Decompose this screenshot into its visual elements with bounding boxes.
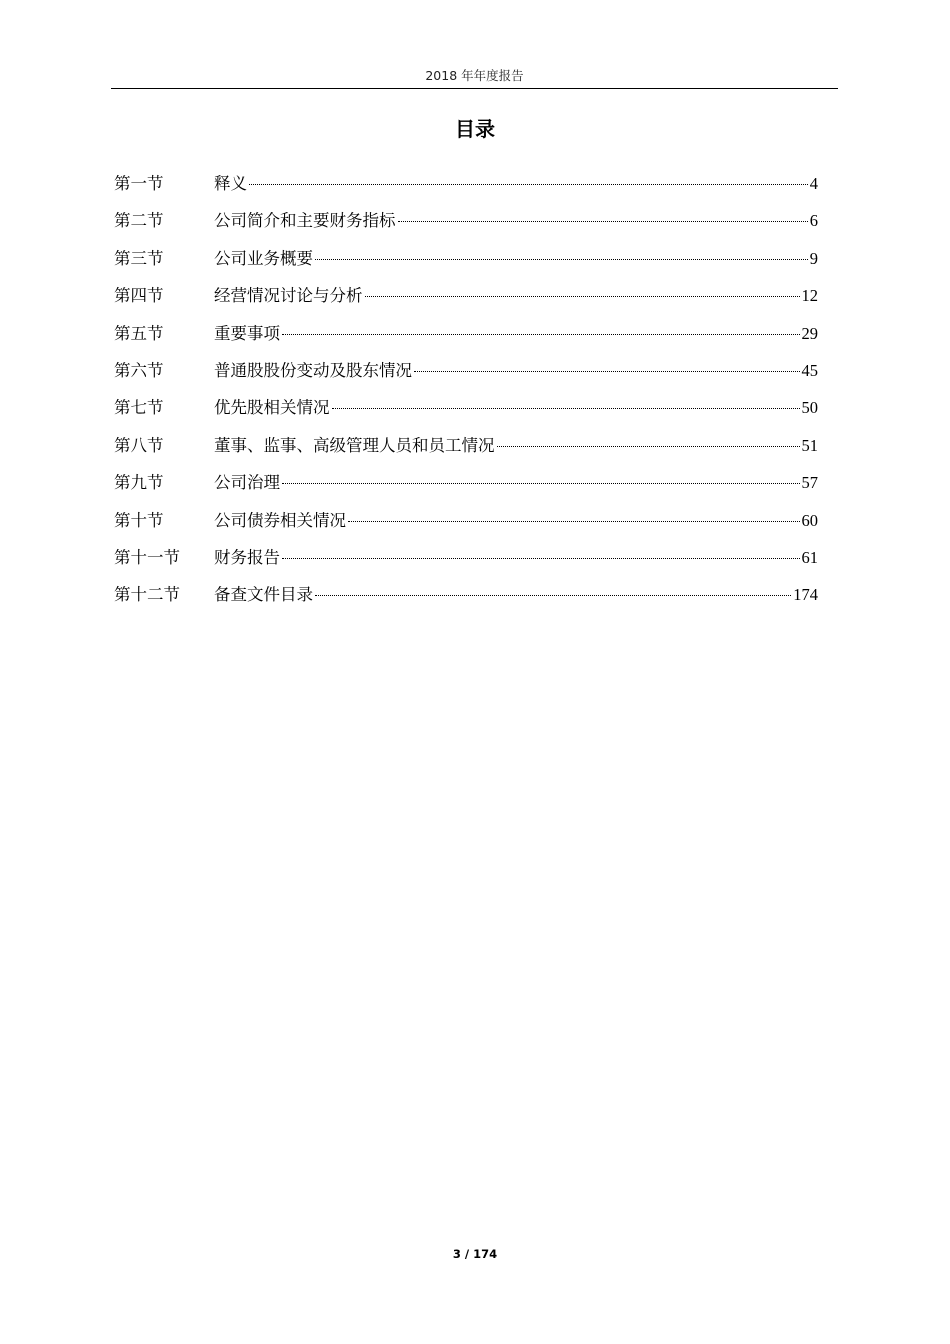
toc-section-title: 普通股股份变动及股东情况 xyxy=(214,360,412,380)
toc-entry[interactable] xyxy=(114,243,818,280)
page-number: 3 / 174 xyxy=(452,1247,498,1261)
dot-leader xyxy=(315,595,791,596)
toc-section-title: 备查文件目录 xyxy=(214,585,313,605)
toc-entry[interactable] xyxy=(114,168,818,205)
toc-page-number: 174 xyxy=(793,585,818,605)
dot-leader xyxy=(398,221,808,222)
toc-entry[interactable] xyxy=(114,579,818,616)
toc-page-number: 12 xyxy=(801,286,818,306)
toc-section-title: 经营情况讨论与分析 xyxy=(214,286,363,306)
toc-page-number: 57 xyxy=(801,473,818,493)
dot-leader xyxy=(414,371,800,372)
toc-entry[interactable] xyxy=(114,467,818,504)
dot-leader xyxy=(348,521,800,522)
toc-section-title: 重要事项 xyxy=(214,323,280,343)
toc-entry[interactable] xyxy=(114,505,818,542)
toc-entry[interactable] xyxy=(114,205,818,242)
toc-page-number: 29 xyxy=(801,323,818,343)
dot-leader xyxy=(332,408,800,409)
header-rule xyxy=(111,88,838,89)
toc-section-number: 第十节 xyxy=(114,510,164,530)
dot-leader xyxy=(282,483,800,484)
toc-section-title: 董事、监事、高级管理人员和员工情况 xyxy=(214,435,495,455)
dot-leader xyxy=(282,334,800,335)
toc-section-title: 财务报告 xyxy=(214,547,280,567)
toc-section-title: 公司治理 xyxy=(214,473,280,493)
dot-leader xyxy=(365,296,800,297)
table-of-contents xyxy=(114,168,818,617)
toc-section-title: 优先股相关情况 xyxy=(214,398,330,418)
toc-page-number: 50 xyxy=(801,398,818,418)
toc-entry[interactable] xyxy=(114,355,818,392)
toc-section-title: 释义 xyxy=(214,174,247,193)
toc-section-title: 公司业务概要 xyxy=(214,248,313,268)
toc-section-title: 公司债券相关情况 xyxy=(214,510,346,530)
toc-page-number: 9 xyxy=(809,248,818,268)
toc-page-number: 60 xyxy=(801,510,818,530)
toc-page-number: 45 xyxy=(801,360,818,380)
running-header: 2018 年年度报告 xyxy=(425,68,524,83)
toc-section-number: 第一节 xyxy=(114,174,164,193)
toc-section-number: 第八节 xyxy=(114,435,164,455)
toc-entry[interactable] xyxy=(114,542,818,579)
dot-leader xyxy=(282,558,800,559)
toc-section-title: 公司简介和主要财务指标 xyxy=(214,211,396,231)
toc-section-number: 第六节 xyxy=(114,360,164,380)
toc-section-number: 第三节 xyxy=(114,248,164,268)
dot-leader xyxy=(249,184,808,185)
toc-section-number: 第十二节 xyxy=(114,585,180,605)
toc-section-number: 第七节 xyxy=(114,398,164,418)
toc-entry[interactable] xyxy=(114,318,818,355)
toc-section-number: 第四节 xyxy=(114,286,164,306)
toc-page-number: 61 xyxy=(801,547,818,567)
toc-title: 目录 xyxy=(455,117,495,141)
toc-page-number: 51 xyxy=(801,435,818,455)
toc-page-number: 4 xyxy=(809,174,818,193)
toc-section-number: 第二节 xyxy=(114,211,164,231)
dot-leader xyxy=(497,446,800,447)
toc-entry[interactable] xyxy=(114,280,818,317)
toc-section-number: 第九节 xyxy=(114,473,164,493)
dot-leader xyxy=(315,259,808,260)
toc-section-number: 第十一节 xyxy=(114,547,180,567)
toc-entry[interactable] xyxy=(114,430,818,467)
toc-entry[interactable] xyxy=(114,392,818,429)
toc-page-number: 6 xyxy=(809,211,818,231)
toc-section-number: 第五节 xyxy=(114,323,164,343)
